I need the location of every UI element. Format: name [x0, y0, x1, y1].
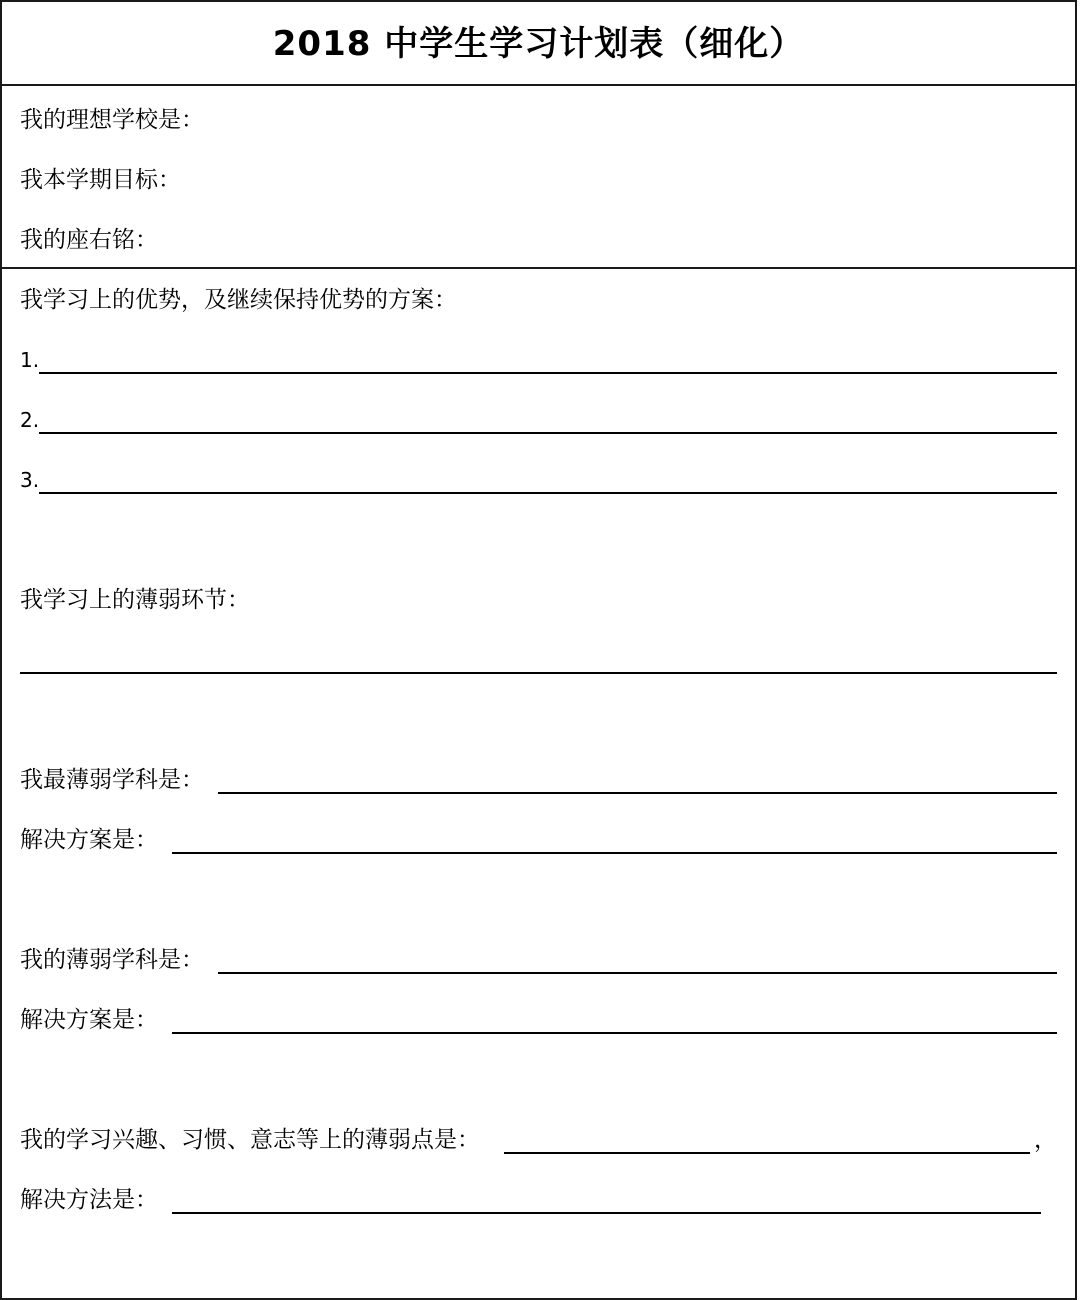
habits-label: 我的学习兴趣、习惯、意志等上的薄弱点是：: [20, 1127, 480, 1153]
weakest-subject-label: 我最薄弱学科是：: [20, 767, 204, 793]
strength-item-2[interactable]: [20, 398, 1057, 438]
weak-solution-blank[interactable]: [172, 1032, 1057, 1034]
strength-blank-3[interactable]: [39, 492, 1057, 494]
habits-blank[interactable]: [504, 1152, 1030, 1154]
weakest-subject-blank[interactable]: [218, 792, 1057, 794]
habits-trailing-comma: ，: [1034, 1127, 1057, 1153]
motto-label: 我的座右铭：: [20, 227, 158, 253]
motto-row: [20, 218, 1057, 258]
section-divider-body: [2, 267, 1075, 269]
ideal-school-row: [20, 98, 1057, 138]
strength-blank-1[interactable]: [39, 372, 1057, 374]
weakest-subject-row[interactable]: [20, 758, 1057, 798]
weakest-solution-blank[interactable]: [172, 852, 1057, 854]
strength-number-2: 2.: [20, 408, 40, 432]
weak-links-blank-row[interactable]: [20, 638, 1057, 678]
strength-item-1[interactable]: [20, 338, 1057, 378]
weak-subject-label: 我的薄弱学科是：: [20, 947, 204, 973]
habits-method-label: 解决方法是：: [20, 1187, 158, 1213]
weak-links-row: [20, 578, 1057, 618]
semester-goal-label: 我本学期目标：: [20, 167, 181, 193]
weak-solution-row[interactable]: [20, 998, 1057, 1038]
weak-links-label: 我学习上的薄弱环节：: [20, 587, 250, 613]
ideal-school-label: 我的理想学校是：: [20, 107, 204, 133]
weak-links-blank[interactable]: [20, 672, 1057, 674]
strength-item-3[interactable]: [20, 458, 1057, 498]
habits-row[interactable]: [20, 1118, 1057, 1158]
weakest-solution-row[interactable]: [20, 818, 1057, 858]
strengths-label: 我学习上的优势，及继续保持优势的方案：: [20, 287, 457, 313]
strength-number-1: 1.: [20, 348, 40, 372]
section-divider-header: [2, 84, 1075, 86]
page-title: 2018 中学生学习计划表（细化）: [272, 24, 805, 64]
habits-method-blank[interactable]: [172, 1212, 1041, 1214]
weak-subject-blank[interactable]: [218, 972, 1057, 974]
weakest-solution-label: 解决方案是：: [20, 827, 158, 853]
weak-subject-row[interactable]: [20, 938, 1057, 978]
strengths-row: [20, 278, 1057, 318]
strength-number-3: 3.: [20, 468, 40, 492]
weak-solution-label: 解决方案是：: [20, 1007, 158, 1033]
habits-method-row[interactable]: [20, 1178, 1041, 1218]
strength-blank-2[interactable]: [39, 432, 1057, 434]
semester-goal-row: [20, 158, 1057, 198]
